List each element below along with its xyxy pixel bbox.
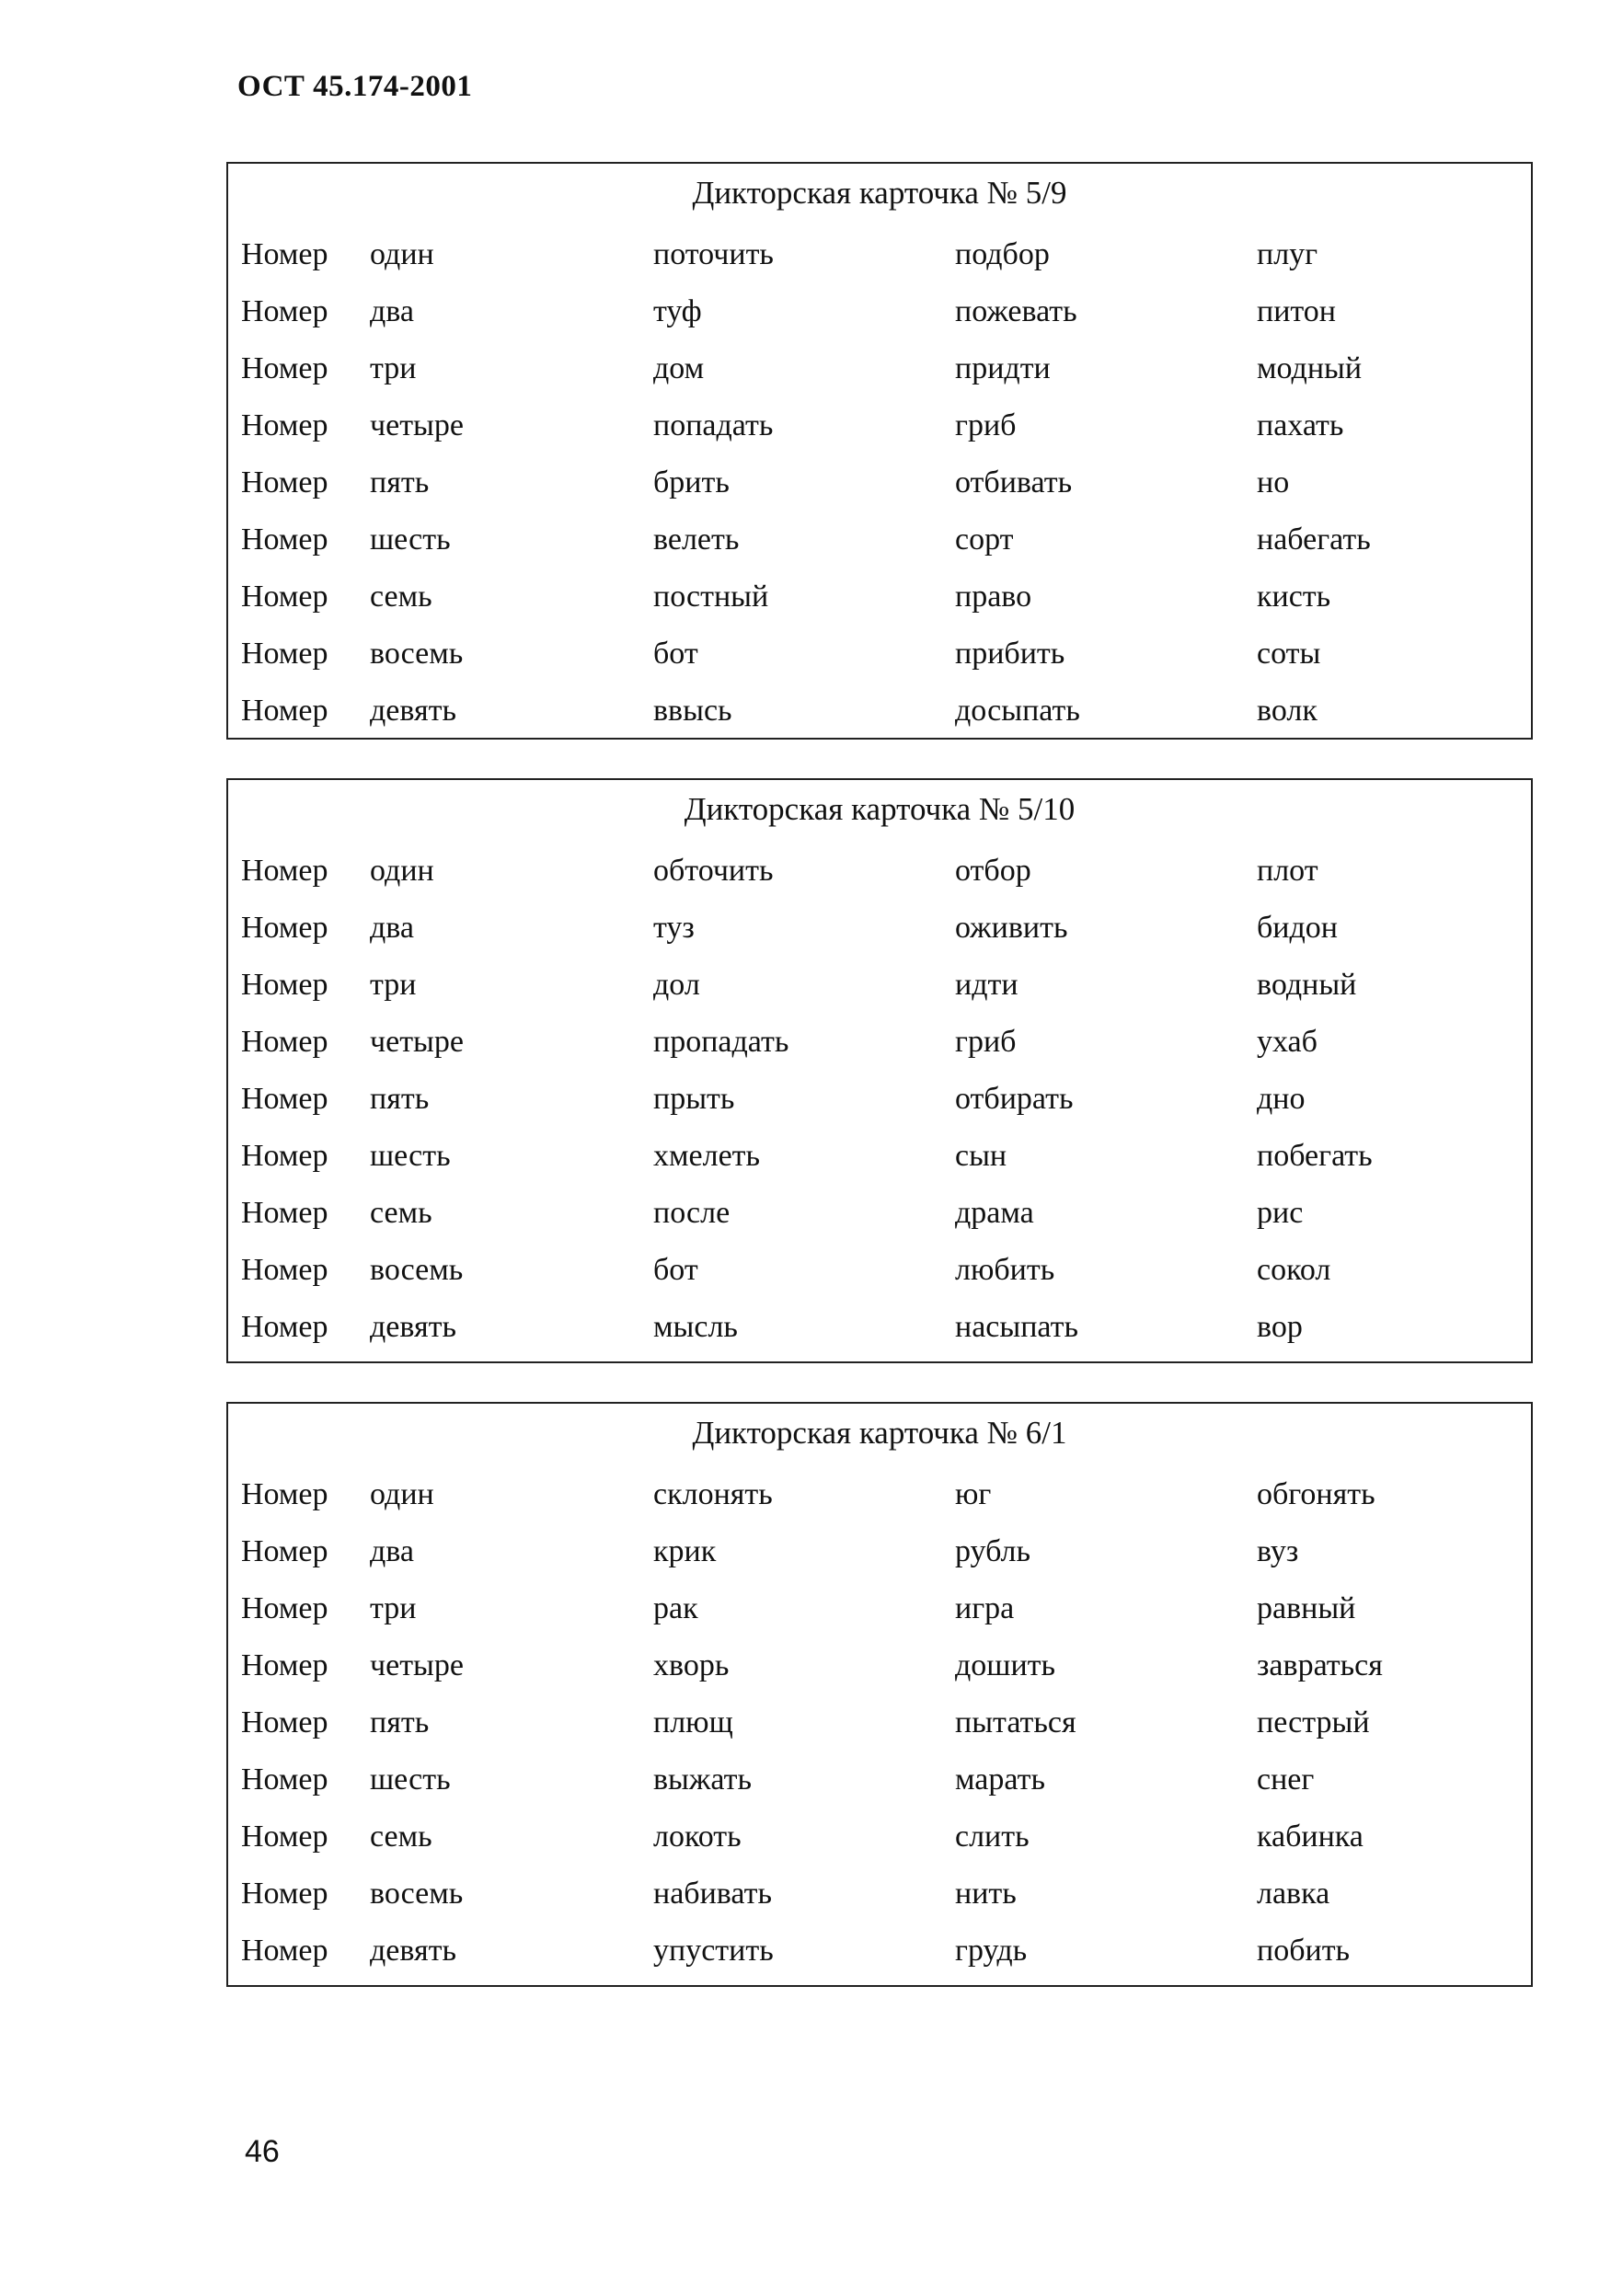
word-col-1: хмелеть	[653, 1139, 761, 1173]
word-col-3: обгонять	[1257, 1477, 1375, 1511]
word-col-3: пестрый	[1257, 1705, 1370, 1739]
card-row	[228, 237, 1531, 293]
word-col-2: прибить	[955, 637, 1065, 671]
card-row	[228, 1196, 1531, 1251]
card-row	[228, 1762, 1531, 1818]
row-label: Номер	[241, 1877, 328, 1911]
word-col-3: модный	[1257, 351, 1363, 385]
word-col-3: дно	[1257, 1082, 1306, 1116]
word-col-3: но	[1257, 465, 1290, 499]
word-col-3: кабинка	[1257, 1820, 1364, 1854]
number-word: четыре	[370, 1025, 464, 1059]
card-row	[228, 1648, 1531, 1704]
row-label: Номер	[241, 465, 328, 499]
word-col-3: набегать	[1257, 522, 1371, 557]
word-col-3: рис	[1257, 1196, 1304, 1230]
card-row	[228, 294, 1531, 350]
word-col-3: побить	[1257, 1934, 1351, 1968]
word-col-1: поточить	[653, 237, 774, 271]
word-col-1: локоть	[653, 1820, 742, 1854]
word-col-2: подбор	[955, 237, 1050, 271]
row-label: Номер	[241, 1934, 328, 1968]
word-col-2: юг	[955, 1477, 992, 1511]
number-word: девять	[370, 694, 456, 728]
word-col-3: пахать	[1257, 408, 1344, 442]
number-word: один	[370, 237, 434, 271]
word-col-1: набивать	[653, 1877, 772, 1911]
card-row	[228, 1139, 1531, 1194]
word-col-2: грудь	[955, 1934, 1028, 1968]
word-col-1: попадать	[653, 408, 774, 442]
word-col-3: вуз	[1257, 1534, 1299, 1568]
word-col-2: рубль	[955, 1534, 1031, 1568]
word-col-3: ухаб	[1257, 1025, 1318, 1059]
word-col-2: насыпать	[955, 1310, 1078, 1344]
number-word: восемь	[370, 1877, 464, 1911]
word-col-3: водный	[1257, 968, 1357, 1002]
word-col-2: оживить	[955, 911, 1068, 945]
word-col-2: придти	[955, 351, 1051, 385]
number-word: два	[370, 294, 414, 328]
word-col-1: выжать	[653, 1762, 752, 1797]
word-col-3: питон	[1257, 294, 1336, 328]
word-col-3: равный	[1257, 1591, 1356, 1625]
card-row	[228, 1253, 1531, 1308]
word-col-2: любить	[955, 1253, 1055, 1287]
word-col-3: плот	[1257, 854, 1318, 888]
number-word: один	[370, 854, 434, 888]
number-word: два	[370, 1534, 414, 1568]
word-col-1: рак	[653, 1591, 698, 1625]
word-col-3: бидон	[1257, 911, 1338, 945]
card-title: Дикторская карточка № 6/1	[692, 1415, 1067, 1451]
word-col-1: мысль	[653, 1310, 738, 1344]
row-label: Номер	[241, 408, 328, 442]
card-row	[228, 854, 1531, 909]
number-word: пять	[370, 1705, 430, 1739]
row-label: Номер	[241, 637, 328, 671]
word-col-2: отбор	[955, 854, 1031, 888]
word-col-1: плющ	[653, 1705, 733, 1739]
number-word: пять	[370, 465, 430, 499]
card-row	[228, 351, 1531, 407]
word-col-2: идти	[955, 968, 1018, 1002]
row-label: Номер	[241, 968, 328, 1002]
word-col-2: отбирать	[955, 1082, 1074, 1116]
announcer-card-5-9	[226, 162, 1533, 740]
card-row	[228, 522, 1531, 578]
row-label: Номер	[241, 1025, 328, 1059]
announcer-card-6-1	[226, 1402, 1533, 1987]
word-col-2: игра	[955, 1591, 1015, 1625]
number-word: четыре	[370, 408, 464, 442]
word-col-2: нить	[955, 1877, 1017, 1911]
number-word: один	[370, 1477, 434, 1511]
row-label: Номер	[241, 294, 328, 328]
card-row	[228, 465, 1531, 521]
row-label: Номер	[241, 1477, 328, 1511]
number-word: три	[370, 1591, 417, 1625]
word-col-1: брить	[653, 465, 730, 499]
word-col-1: велеть	[653, 522, 740, 557]
number-word: восемь	[370, 637, 464, 671]
word-col-2: марать	[955, 1762, 1045, 1797]
card-row	[228, 1877, 1531, 1932]
word-col-2: дошить	[955, 1648, 1056, 1682]
row-label: Номер	[241, 854, 328, 888]
word-col-1: прыть	[653, 1082, 735, 1116]
number-word: шесть	[370, 1139, 451, 1173]
word-col-2: сын	[955, 1139, 1007, 1173]
row-label: Номер	[241, 1139, 328, 1173]
word-col-3: снег	[1257, 1762, 1315, 1797]
number-word: четыре	[370, 1648, 464, 1682]
card-title: Дикторская карточка № 5/10	[684, 791, 1076, 827]
card-row	[228, 968, 1531, 1023]
word-col-1: постный	[653, 580, 769, 614]
word-col-3: побегать	[1257, 1139, 1373, 1173]
card-row	[228, 1934, 1531, 1989]
word-col-1: дол	[653, 968, 700, 1002]
number-word: три	[370, 968, 417, 1002]
word-col-3: завраться	[1257, 1648, 1383, 1682]
word-col-1: обточить	[653, 854, 774, 888]
word-col-2: гриб	[955, 408, 1017, 442]
word-col-1: дом	[653, 351, 705, 385]
number-word: семь	[370, 580, 432, 614]
card-row	[228, 408, 1531, 464]
word-col-1: туз	[653, 911, 695, 945]
row-label: Номер	[241, 911, 328, 945]
number-word: семь	[370, 1820, 432, 1854]
word-col-3: сокол	[1257, 1253, 1331, 1287]
word-col-3: кисть	[1257, 580, 1331, 614]
card-row	[228, 1705, 1531, 1761]
number-word: пять	[370, 1082, 430, 1116]
number-word: девять	[370, 1934, 456, 1968]
card-row	[228, 1082, 1531, 1137]
word-col-2: досыпать	[955, 694, 1080, 728]
word-col-1: бот	[653, 1253, 698, 1287]
word-col-2: слить	[955, 1820, 1030, 1854]
word-col-2: гриб	[955, 1025, 1017, 1059]
card-row	[228, 1477, 1531, 1533]
word-col-2: право	[955, 580, 1032, 614]
row-label: Номер	[241, 1196, 328, 1230]
number-word: два	[370, 911, 414, 945]
row-label: Номер	[241, 1310, 328, 1344]
word-col-2: драма	[955, 1196, 1034, 1230]
word-col-1: туф	[653, 294, 702, 328]
row-label: Номер	[241, 351, 328, 385]
word-col-1: ввысь	[653, 694, 732, 728]
card-row	[228, 1534, 1531, 1590]
number-word: три	[370, 351, 417, 385]
row-label: Номер	[241, 1082, 328, 1116]
card-row	[228, 580, 1531, 635]
row-label: Номер	[241, 237, 328, 271]
word-col-1: упустить	[653, 1934, 774, 1968]
number-word: восемь	[370, 1253, 464, 1287]
word-col-2: сорт	[955, 522, 1014, 557]
row-label: Номер	[241, 1762, 328, 1797]
card-row	[228, 1025, 1531, 1080]
word-col-3: вор	[1257, 1310, 1303, 1344]
word-col-3: волк	[1257, 694, 1318, 728]
card-row	[228, 1310, 1531, 1365]
row-label: Номер	[241, 1648, 328, 1682]
card-row	[228, 637, 1531, 692]
row-label: Номер	[241, 1534, 328, 1568]
number-word: шесть	[370, 1762, 451, 1797]
word-col-2: отбивать	[955, 465, 1073, 499]
row-label: Номер	[241, 1253, 328, 1287]
word-col-2: пожевать	[955, 294, 1077, 328]
word-col-3: плуг	[1257, 237, 1318, 271]
row-label: Номер	[241, 1591, 328, 1625]
announcer-card-5-10	[226, 778, 1533, 1363]
row-label: Номер	[241, 694, 328, 728]
document-header: ОСТ 45.174-2001	[237, 70, 473, 103]
word-col-1: бот	[653, 637, 698, 671]
page-number: 46	[245, 2134, 280, 2169]
word-col-1: крик	[653, 1534, 717, 1568]
card-row	[228, 1820, 1531, 1875]
word-col-2: пытаться	[955, 1705, 1076, 1739]
row-label: Номер	[241, 1705, 328, 1739]
row-label: Номер	[241, 580, 328, 614]
number-word: шесть	[370, 522, 451, 557]
card-row	[228, 911, 1531, 966]
word-col-1: пропадать	[653, 1025, 789, 1059]
row-label: Номер	[241, 522, 328, 557]
card-title: Дикторская карточка № 5/9	[692, 175, 1067, 211]
number-word: девять	[370, 1310, 456, 1344]
row-label: Номер	[241, 1820, 328, 1854]
word-col-1: склонять	[653, 1477, 773, 1511]
word-col-1: хворь	[653, 1648, 730, 1682]
word-col-3: лавка	[1257, 1877, 1330, 1911]
number-word: семь	[370, 1196, 432, 1230]
card-row	[228, 1591, 1531, 1647]
card-row	[228, 694, 1531, 749]
word-col-3: соты	[1257, 637, 1321, 671]
word-col-1: после	[653, 1196, 731, 1230]
